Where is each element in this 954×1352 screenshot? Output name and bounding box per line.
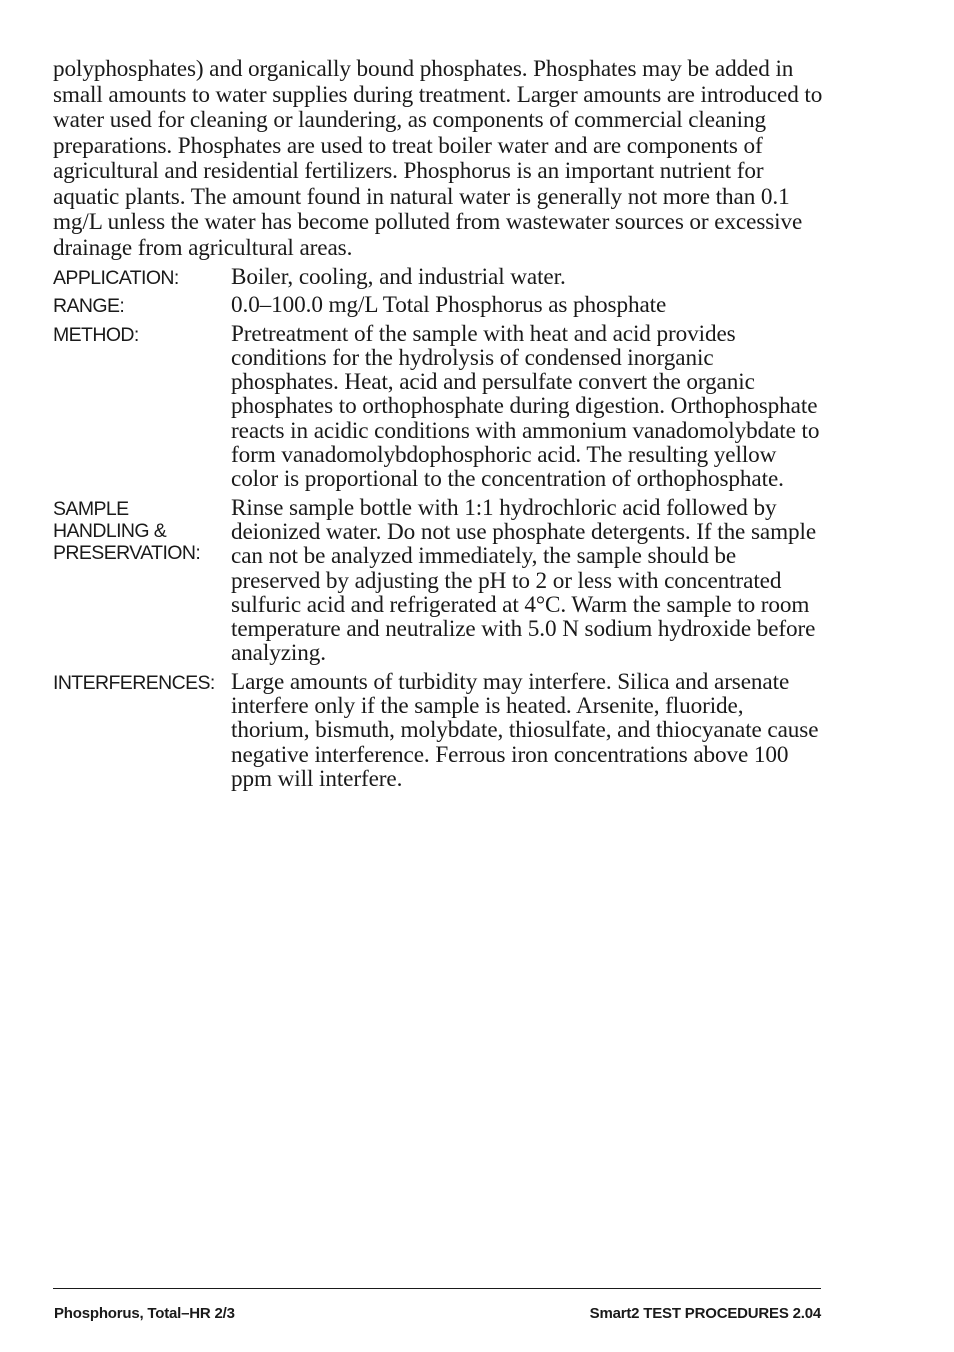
footer-manual-title: Smart2 TEST PROCEDURES 2.04 — [589, 1305, 821, 1322]
application-row — [53, 265, 823, 289]
method-text: Pretreatment of the sample with heat and acid provides conditions for the hydrolysis of condensed inorganic phosphates. Heat, acid and persulfate convert the organic phosphates to orthophosphate during digestion. Orthophosphate reacts in acidic conditions with ammonium vanadomolybdate to form vanadomolybdophosphoric acid. The resulting yellow color is proportional to the concentration of orthophosphate. — [231, 320, 820, 493]
sample-handling-label: SAMPLE HANDLING & PRESERVATION: — [53, 497, 201, 564]
interferences-label: INTERFERENCES: — [53, 671, 215, 694]
range-label: RANGE: — [53, 295, 125, 318]
intro-paragraph: polyphosphates) and organically bound phosphates. Phosphates may be added in small amounts to water supplies during treatment. Larger amounts are introduced to water used for cleaning or laundering, as components of commercial cleaning preparations. Phosphates are used to treat boiler water and are components of agricultural and residential fertilizers. Phosphorus is an important nutrient for aquatic plants. The amount found in natural water is generally not more than 0.1 mg/L unless the water has become polluted from wastewater sources or excessive drainage from agricultural areas. — [53, 56, 823, 261]
interferences-text: Large amounts of turbidity may interfere. Silica and arsenate interfere only if the sample is heated. Arsenite, fluoride, thorium, bismuth, molybdate, thiosulfate, and thiocyanate cause negative interference. Ferrous iron concentrations above 100 ppm will interfere. — [231, 668, 819, 792]
sample-handling-row — [53, 496, 823, 666]
application-text: Boiler, cooling, and industrial water. — [231, 264, 566, 290]
method-label: METHOD: — [53, 323, 139, 346]
application-label: APPLICATION: — [53, 267, 179, 289]
footer-document-title: Phosphorus, Total–HR 2/3 — [54, 1305, 235, 1322]
sample-handling-text: Rinse sample bottle with 1:1 hydrochloric acid followed by deionized water. Do not use phosphate detergents. If the sample can not be analyzed immediately, the sample should be preserved by adjusting the pH to 2 or less with concentrated sulfuric acid and refrigerated at 4°C. Warm the sample to room temperature and neutralize with 5.0 N sodium hydroxide before analyzing. — [231, 494, 817, 667]
interferences-row — [53, 670, 823, 791]
range-text: 0.0–100.0 mg/L Total Phosphorus as phosphate — [231, 292, 667, 319]
range-row — [53, 293, 823, 317]
footer-divider — [53, 1288, 821, 1289]
method-row — [53, 322, 823, 492]
document-body — [53, 57, 823, 795]
